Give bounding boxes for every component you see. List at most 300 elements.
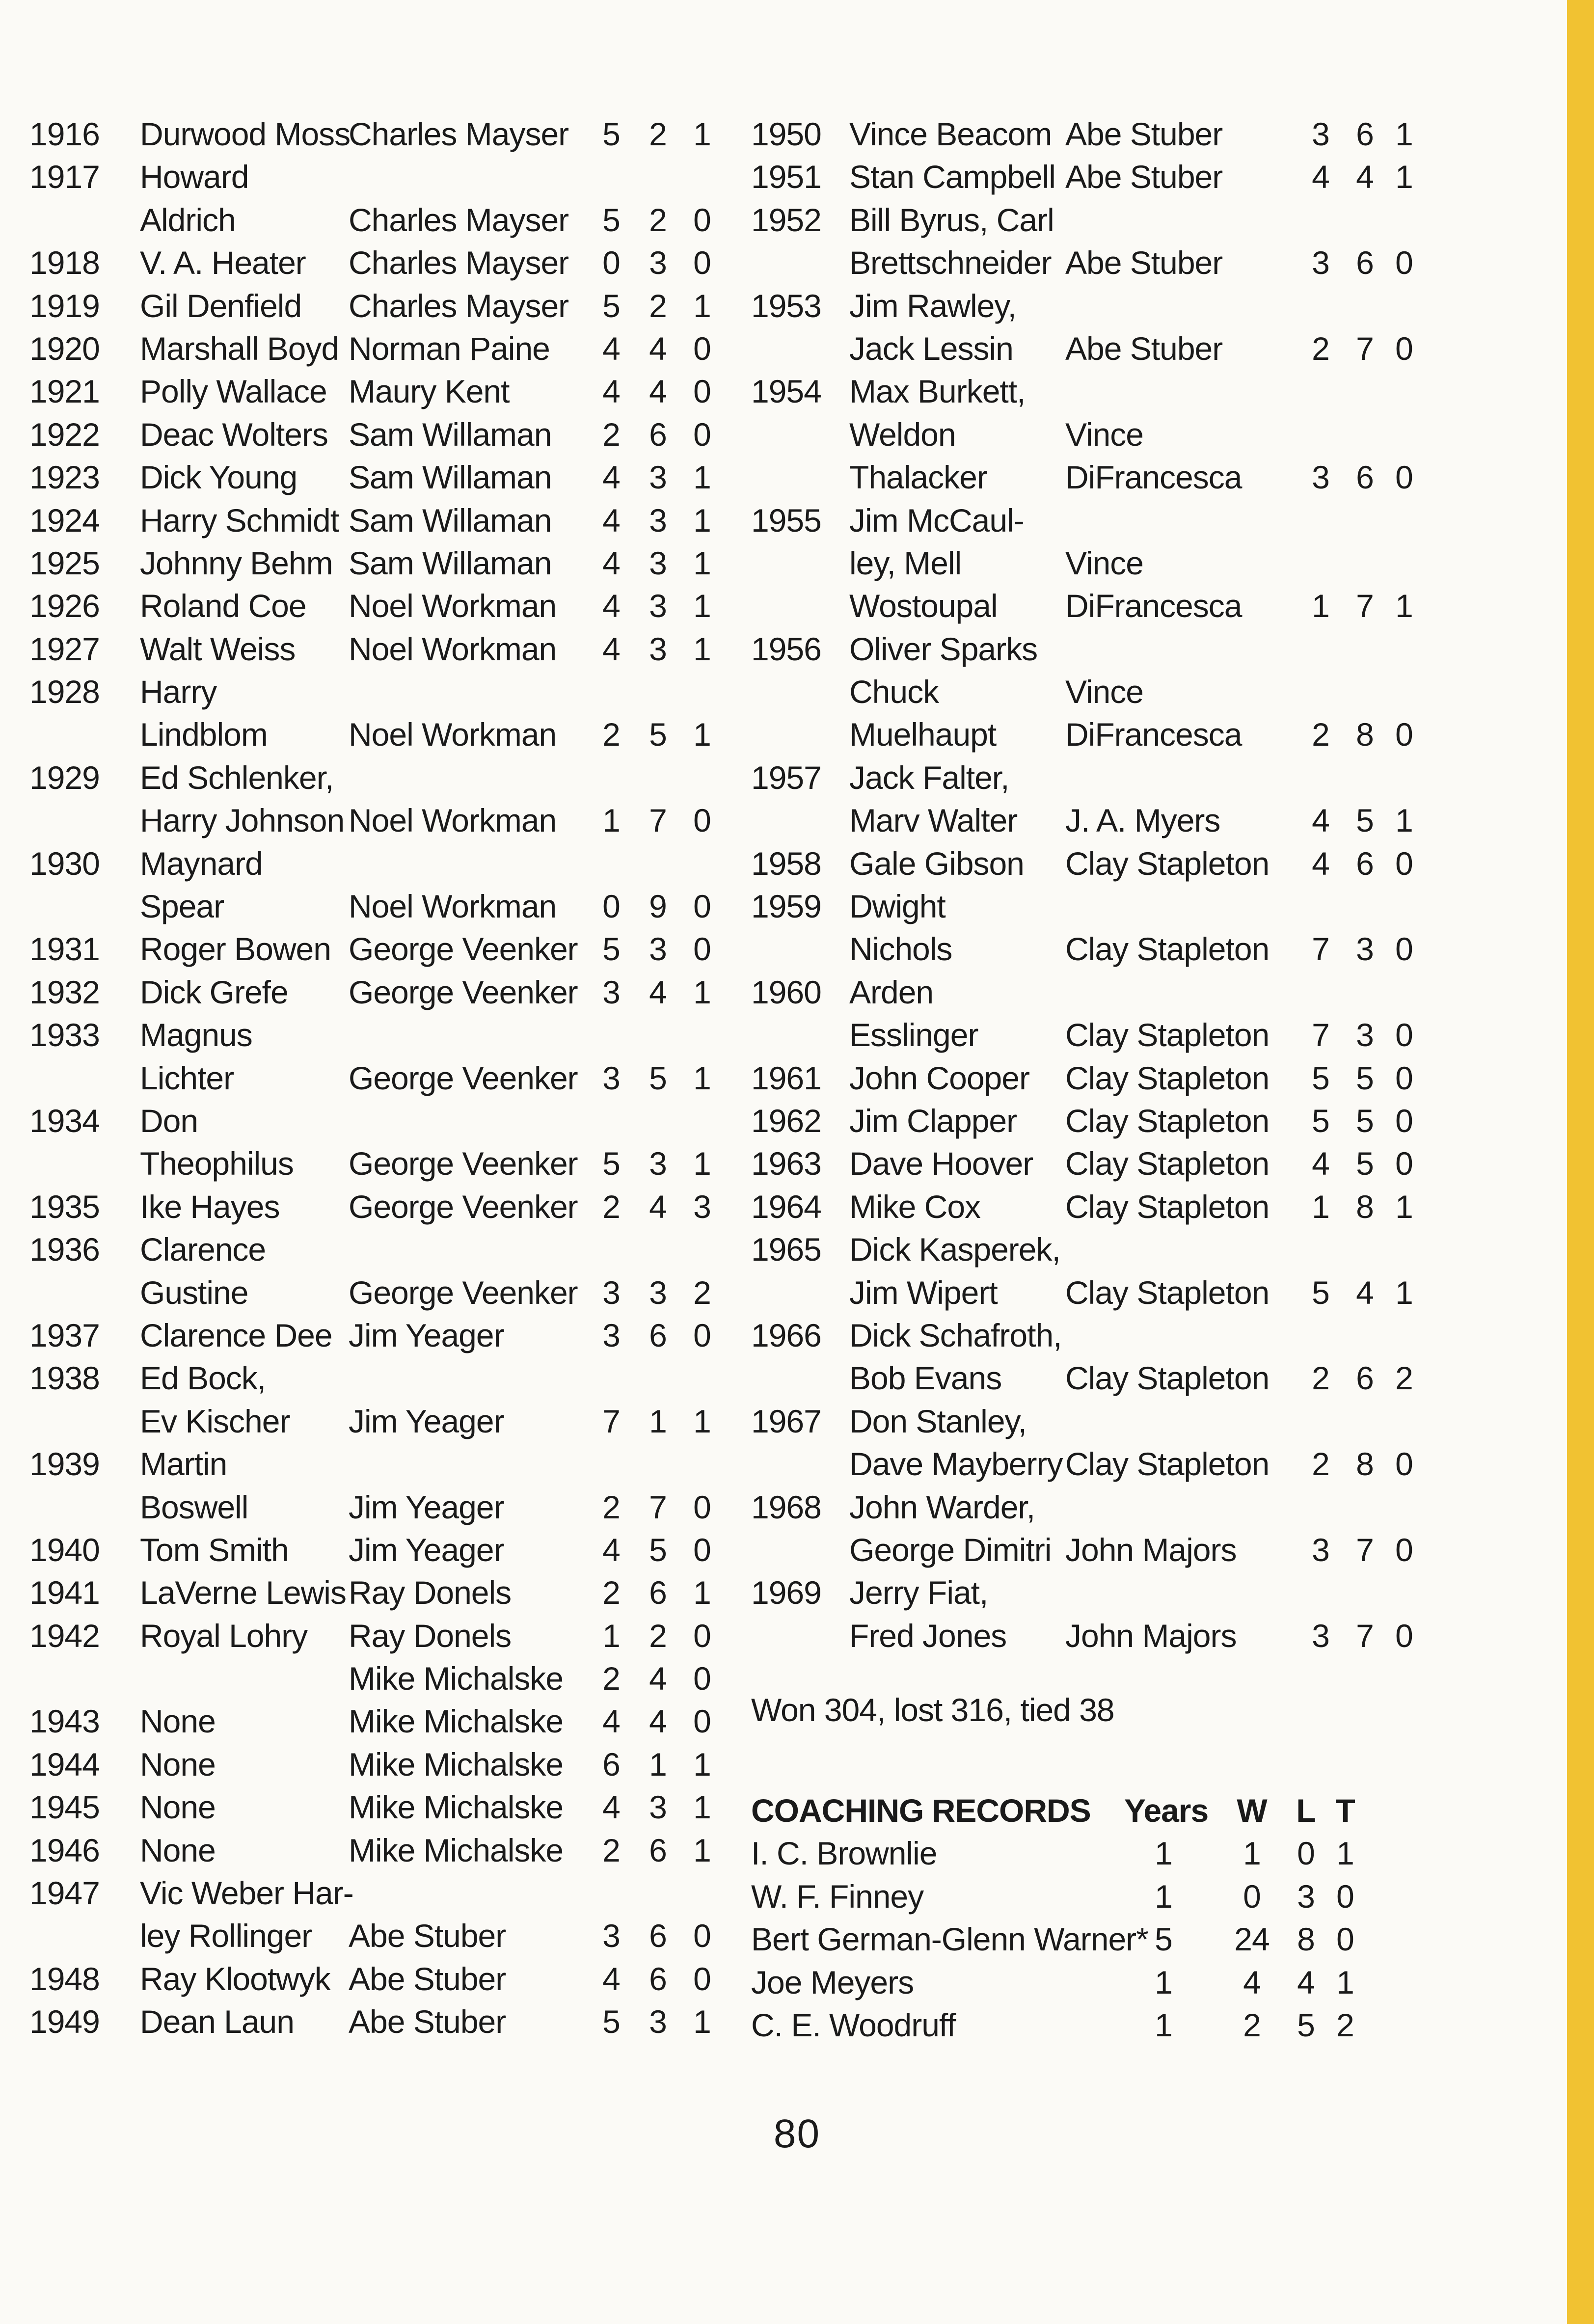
losses: 5 <box>1356 1059 1374 1096</box>
year: 1922 <box>29 416 100 453</box>
wins: 3 <box>1312 1531 1329 1568</box>
season-row <box>29 2000 731 2043</box>
coach-name: Noel Workman <box>349 802 557 839</box>
captain-name: Ev Kischer <box>140 1403 290 1439</box>
captain-name: Dave Hoover <box>849 1145 1033 1182</box>
losses: 7 <box>649 802 667 839</box>
season-row <box>751 156 1429 198</box>
season-row <box>751 1057 1429 1100</box>
wins: 4 <box>602 1703 620 1740</box>
losses: 3 <box>1356 931 1374 968</box>
captain-name: Brettschneider <box>849 244 1052 281</box>
year: 1916 <box>29 116 100 152</box>
ties: 1 <box>693 1574 711 1611</box>
year: 1934 <box>29 1102 100 1139</box>
season-row <box>29 928 731 971</box>
losses: 3 <box>649 244 667 281</box>
season-row <box>751 1271 1429 1314</box>
year: 1952 <box>751 201 821 238</box>
wins: 5 <box>1312 1274 1329 1311</box>
wins: 0 <box>1243 1878 1261 1915</box>
ties: 2 <box>1336 2006 1354 2043</box>
wins: 7 <box>1312 931 1329 968</box>
wins: 2 <box>602 1488 620 1525</box>
year: 1968 <box>751 1488 821 1525</box>
season-row <box>29 1615 731 1657</box>
year: 1949 <box>29 2003 100 2040</box>
season-row <box>29 1400 731 1443</box>
wins: 4 <box>1312 845 1329 882</box>
coaching-record-row <box>751 1918 1429 1961</box>
captain-name: Vic Weber Har- <box>140 1875 353 1912</box>
ties: 0 <box>1395 1059 1413 1096</box>
season-row <box>29 156 731 198</box>
captain-name: None <box>140 1832 216 1868</box>
coach-name: George Veenker <box>349 931 578 968</box>
coach-name: Clay Stapleton <box>1065 1274 1270 1311</box>
losses: 6 <box>1356 845 1374 882</box>
season-row <box>751 1571 1429 1614</box>
season-row <box>29 542 731 585</box>
wins: 4 <box>602 502 620 539</box>
coach-name: I. C. Brownlie <box>751 1835 937 1872</box>
losses: 2 <box>649 116 667 152</box>
wins: 3 <box>602 1274 620 1311</box>
year: 1960 <box>751 973 821 1010</box>
ties: 0 <box>1336 1878 1354 1915</box>
coach-name: Jim Yeager <box>349 1403 504 1439</box>
losses: 4 <box>649 1703 667 1740</box>
coach-name: Noel Workman <box>349 888 557 925</box>
captain-name: Lichter <box>140 1059 234 1096</box>
season-summary: Won 304, lost 316, tied 38 <box>751 1692 1114 1728</box>
coach-name: DiFrancesca <box>1065 716 1242 753</box>
ties: 1 <box>693 502 711 539</box>
year: 1944 <box>29 1746 100 1783</box>
wins: 2 <box>1312 330 1329 367</box>
coach-name: W. F. Finney <box>751 1878 924 1915</box>
wins: 4 <box>602 544 620 581</box>
season-row <box>751 1615 1429 1657</box>
captain-name: Gale Gibson <box>849 845 1024 882</box>
years: 1 <box>1155 1878 1172 1915</box>
losses: 4 <box>649 1188 667 1225</box>
wins: 3 <box>1312 459 1329 496</box>
coach-name: Maury Kent <box>349 373 510 410</box>
year: 1965 <box>751 1231 821 1268</box>
wins: 0 <box>602 888 620 925</box>
coach-name: Mike Michalske <box>349 1703 564 1740</box>
coach-name: Bert German-Glenn Warner* <box>751 1921 1148 1958</box>
ties: 0 <box>1395 1446 1413 1483</box>
season-row <box>29 1314 731 1357</box>
losses: 8 <box>1356 1188 1374 1225</box>
captain-name: Harry <box>140 674 217 710</box>
captain-name: Marv Walter <box>849 802 1018 839</box>
ties: 1 <box>1395 588 1413 624</box>
year: 1966 <box>751 1317 821 1353</box>
wins: 4 <box>602 1531 620 1568</box>
coach-name: Noel Workman <box>349 588 557 624</box>
captain-name: Boswell <box>140 1488 248 1525</box>
ties-header: T <box>1335 1792 1355 1829</box>
ties: 0 <box>693 1660 711 1697</box>
coach-name: Clay Stapleton <box>1065 1017 1270 1054</box>
ties: 0 <box>1395 845 1413 882</box>
wins: 4 <box>1243 1964 1261 2000</box>
losses: 6 <box>649 1317 667 1353</box>
wins: 1 <box>1243 1835 1261 1872</box>
year: 1917 <box>29 159 100 195</box>
captain-name: ley, Mell <box>849 544 962 581</box>
losses: 5 <box>649 716 667 753</box>
year: 1941 <box>29 1574 100 1611</box>
year: 1967 <box>751 1403 821 1439</box>
ties: 1 <box>693 973 711 1010</box>
losses: 6 <box>1356 116 1374 152</box>
coach-name: Jim Yeager <box>349 1531 504 1568</box>
ties: 1 <box>1395 116 1413 152</box>
coach-name: Clay Stapleton <box>1065 845 1270 882</box>
ties: 1 <box>693 544 711 581</box>
wins: 1 <box>602 1617 620 1654</box>
year: 1938 <box>29 1360 100 1397</box>
captain-name: Bob Evans <box>849 1360 1002 1397</box>
wins: 3 <box>602 1059 620 1096</box>
coach-name: Mike Michalske <box>349 1789 564 1826</box>
year: 1948 <box>29 1960 100 1997</box>
ties: 0 <box>693 416 711 453</box>
losses: 2 <box>649 1617 667 1654</box>
wins: 4 <box>1312 159 1329 195</box>
ties: 1 <box>1336 1964 1354 2000</box>
captain-name: John Cooper <box>849 1059 1029 1096</box>
coach-name: Vince <box>1065 544 1143 581</box>
wins: 2 <box>602 1832 620 1868</box>
coach-name: Charles Mayser <box>349 201 569 238</box>
year: 1920 <box>29 330 100 367</box>
ties: 1 <box>1395 1274 1413 1311</box>
wins: 6 <box>602 1746 620 1783</box>
wins: 4 <box>602 459 620 496</box>
captain-name: ley Rollinger <box>140 1918 312 1954</box>
captain-name: Fred Jones <box>849 1617 1007 1654</box>
year: 1951 <box>751 159 821 195</box>
coach-name: Jim Yeager <box>349 1317 504 1353</box>
captain-name: Deac Wolters <box>140 416 328 453</box>
captain-name: Ray Klootwyk <box>140 1960 330 1997</box>
captain-name: Spear <box>140 888 224 925</box>
captain-name: Bill Byrus, Carl <box>849 201 1054 238</box>
coaching-records-header <box>751 1789 1429 1832</box>
wins: 5 <box>602 201 620 238</box>
captain-name: None <box>140 1703 216 1740</box>
ties: 3 <box>693 1188 711 1225</box>
coach-name: Clay Stapleton <box>1065 1059 1270 1096</box>
captain-name: Mike Cox <box>849 1188 981 1225</box>
wins: 4 <box>602 630 620 667</box>
season-row <box>29 1142 731 1185</box>
captain-name: Martin <box>140 1446 227 1483</box>
ties: 0 <box>1395 1617 1413 1654</box>
losses: 4 <box>1356 159 1374 195</box>
year: 1964 <box>751 1188 821 1225</box>
captain-name: Howard <box>140 159 249 195</box>
year: 1930 <box>29 845 100 882</box>
captain-name: Jim McCaul- <box>849 502 1024 539</box>
ties: 1 <box>693 1403 711 1439</box>
captain-name: Stan Campbell <box>849 159 1055 195</box>
ties: 1 <box>693 459 711 496</box>
losses: 5 <box>1356 802 1374 839</box>
captain-name: Jim Rawley, <box>849 287 1016 324</box>
season-row <box>29 885 731 928</box>
season-row <box>751 928 1429 971</box>
ties: 0 <box>693 1918 711 1954</box>
losses: 4 <box>649 973 667 1010</box>
season-row <box>751 285 1429 327</box>
season-row <box>751 1142 1429 1185</box>
captain-name: Arden <box>849 973 934 1010</box>
ties: 1 <box>693 588 711 624</box>
wins: 24 <box>1234 1921 1270 1958</box>
coach-name: Jim Yeager <box>349 1488 504 1525</box>
season-row <box>29 713 731 756</box>
coach-name: Abe Stuber <box>1065 159 1223 195</box>
captain-name: Don <box>140 1102 198 1139</box>
captain-name: V. A. Heater <box>140 244 306 281</box>
captain-name: John Warder, <box>849 1488 1035 1525</box>
wins: 2 <box>602 1188 620 1225</box>
wins: 3 <box>602 1317 620 1353</box>
captain-name: Lindblom <box>140 716 268 753</box>
ties: 0 <box>693 1488 711 1525</box>
ties: 0 <box>1395 244 1413 281</box>
ties: 1 <box>693 1789 711 1826</box>
ties: 1 <box>693 1832 711 1868</box>
year: 1956 <box>751 630 821 667</box>
coach-name: Abe Stuber <box>349 2003 506 2040</box>
season-row <box>751 1186 1429 1228</box>
losses: 8 <box>1356 1446 1374 1483</box>
year: 1969 <box>751 1574 821 1611</box>
year: 1925 <box>29 544 100 581</box>
captain-name: Jack Falter, <box>849 759 1009 796</box>
season-row <box>751 456 1429 499</box>
ties: 0 <box>693 244 711 281</box>
coach-name: Ray Donels <box>349 1617 512 1654</box>
wins: 1 <box>602 802 620 839</box>
captain-name: Roland Coe <box>140 588 306 624</box>
season-row <box>29 1271 731 1314</box>
losses: 5 <box>1356 1102 1374 1139</box>
coach-name: Noel Workman <box>349 716 557 753</box>
ties: 0 <box>1395 1531 1413 1568</box>
captain-name: None <box>140 1789 216 1826</box>
wins: 7 <box>1312 1017 1329 1054</box>
year: 1950 <box>751 116 821 152</box>
ties: 0 <box>1395 330 1413 367</box>
years: 1 <box>1155 1835 1172 1872</box>
losses: 6 <box>649 1918 667 1954</box>
coach-name: George Veenker <box>349 1059 578 1096</box>
season-row <box>29 1014 731 1056</box>
ties: 0 <box>1395 1017 1413 1054</box>
season-row <box>751 1014 1429 1056</box>
losses: 3 <box>649 2003 667 2040</box>
years: 1 <box>1155 1964 1172 2000</box>
ties: 1 <box>1395 1188 1413 1225</box>
coach-name: Abe Stuber <box>349 1918 506 1954</box>
losses: 6 <box>649 1832 667 1868</box>
losses: 4 <box>1356 1274 1374 1311</box>
season-row <box>29 757 731 799</box>
wins: 3 <box>1312 116 1329 152</box>
captain-name: Oliver Sparks <box>849 630 1038 667</box>
coach-name: Charles Mayser <box>349 287 569 324</box>
losses: 3 <box>649 1274 667 1311</box>
coach-name: George Veenker <box>349 1274 578 1311</box>
losses: 3 <box>1356 1017 1374 1054</box>
season-row <box>29 628 731 671</box>
year: 1928 <box>29 674 100 710</box>
coach-name: Clay Stapleton <box>1065 1145 1270 1182</box>
season-row <box>751 885 1429 928</box>
season-row <box>29 113 731 156</box>
ties: 1 <box>693 1059 711 1096</box>
coach-name: J. A. Myers <box>1065 802 1220 839</box>
year: 1924 <box>29 502 100 539</box>
losses: 6 <box>1356 244 1374 281</box>
year: 1940 <box>29 1531 100 1568</box>
season-row <box>751 413 1429 456</box>
year: 1929 <box>29 759 100 796</box>
season-row <box>29 413 731 456</box>
season-row <box>751 1314 1429 1357</box>
ties: 0 <box>693 1531 711 1568</box>
coach-name: Sam Willaman <box>349 502 552 539</box>
season-row <box>29 1057 731 1100</box>
coach-name: Abe Stuber <box>1065 244 1223 281</box>
wins: 3 <box>1312 1617 1329 1654</box>
coaching-records-title: COACHING RECORDS <box>751 1792 1091 1829</box>
wins: 5 <box>602 931 620 968</box>
wins: 5 <box>1312 1102 1329 1139</box>
season-row <box>29 1529 731 1571</box>
season-row <box>751 113 1429 156</box>
losses: 5 <box>1297 2006 1315 2043</box>
page-number: 80 <box>773 2111 821 2156</box>
ties: 0 <box>1395 716 1413 753</box>
coach-name: Norman Paine <box>349 330 550 367</box>
year: 1958 <box>751 845 821 882</box>
captain-name: Tom Smith <box>140 1531 289 1568</box>
coach-name: DiFrancesca <box>1065 588 1242 624</box>
captain-name: Dean Laun <box>140 2003 294 2040</box>
wins: 4 <box>1312 1145 1329 1182</box>
season-row <box>751 542 1429 585</box>
years: 1 <box>1155 2006 1172 2043</box>
ties: 0 <box>693 201 711 238</box>
season-row <box>29 1743 731 1786</box>
captain-name: Gil Denfield <box>140 287 302 324</box>
year: 1921 <box>29 373 100 410</box>
year: 1939 <box>29 1446 100 1483</box>
captain-name: LaVerne Lewis <box>140 1574 346 1611</box>
captain-name: Harry Schmidt <box>140 502 339 539</box>
year: 1936 <box>29 1231 100 1268</box>
season-row <box>751 499 1429 542</box>
ties: 0 <box>693 373 711 410</box>
wins: 3 <box>1312 244 1329 281</box>
wins-header: W <box>1237 1792 1267 1829</box>
coach-name: Ray Donels <box>349 1574 512 1611</box>
season-row <box>29 499 731 542</box>
losses: 3 <box>649 931 667 968</box>
year: 1959 <box>751 888 821 925</box>
captain-name: Clarence Dee <box>140 1317 332 1353</box>
coach-name: Mike Michalske <box>349 1660 564 1697</box>
wins: 2 <box>1312 1446 1329 1483</box>
captain-name: Harry Johnson <box>140 802 345 839</box>
losses: 6 <box>649 1574 667 1611</box>
losses: 3 <box>649 588 667 624</box>
losses: 7 <box>1356 1531 1374 1568</box>
wins: 4 <box>602 1960 620 1997</box>
captain-name: Nichols <box>849 931 952 968</box>
coach-name: Mike Michalske <box>349 1832 564 1868</box>
losses: 7 <box>1356 588 1374 624</box>
season-row <box>29 1443 731 1486</box>
coach-name: Mike Michalske <box>349 1746 564 1783</box>
wins: 4 <box>602 1789 620 1826</box>
losses: 3 <box>649 502 667 539</box>
ties: 0 <box>693 1960 711 1997</box>
coach-name: Noel Workman <box>349 630 557 667</box>
losses: 5 <box>1356 1145 1374 1182</box>
season-row <box>751 757 1429 799</box>
captain-name: Dick Grefe <box>140 973 288 1010</box>
right-column <box>751 113 1429 1657</box>
ties: 0 <box>1395 931 1413 968</box>
wins: 5 <box>602 116 620 152</box>
captain-name: Ed Schlenker, <box>140 759 334 796</box>
year: 1945 <box>29 1789 100 1826</box>
losses: 3 <box>649 1789 667 1826</box>
wins: 2 <box>1312 716 1329 753</box>
captain-name: Weldon <box>849 416 956 453</box>
captain-name: Aldrich <box>140 201 236 238</box>
captain-name: Theophilus <box>140 1145 294 1182</box>
coach-name: Sam Willaman <box>349 544 552 581</box>
captain-name: Wostoupal <box>849 588 998 624</box>
ties: 1 <box>1395 802 1413 839</box>
season-row <box>29 1958 731 2000</box>
wins: 1 <box>1312 1188 1329 1225</box>
captain-name: Johnny Behm <box>140 544 333 581</box>
captain-name: Polly Wallace <box>140 373 327 410</box>
season-row <box>29 842 731 885</box>
year: 1926 <box>29 588 100 624</box>
coach-name: Joe Meyers <box>751 1964 914 2000</box>
year: 1961 <box>751 1059 821 1096</box>
season-row <box>29 370 731 413</box>
ties: 0 <box>693 1317 711 1353</box>
captain-name: Don Stanley, <box>849 1403 1027 1439</box>
captain-name: Muelhaupt <box>849 716 997 753</box>
coaching-records-table <box>751 1789 1429 2047</box>
coach-name: John Majors <box>1065 1617 1237 1654</box>
